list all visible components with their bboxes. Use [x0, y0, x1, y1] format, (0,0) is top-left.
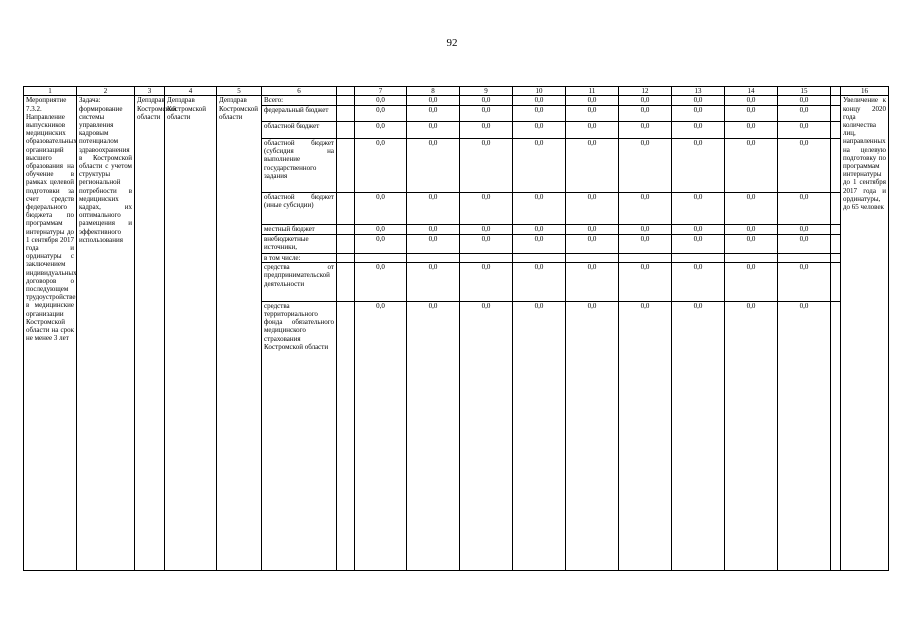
table-row — [24, 96, 889, 106]
column-header: 8 — [407, 87, 460, 96]
amount-cell — [407, 253, 460, 262]
amount-cell — [725, 253, 778, 262]
column-header: 12 — [619, 87, 672, 96]
amount-cell: 0,0 — [407, 225, 460, 234]
amount-cell: 0,0 — [619, 225, 672, 234]
blank-cell — [831, 121, 841, 138]
blank-cell — [831, 234, 841, 253]
activity-cell: Мероприятие 7.3.2. Направление выпускников медицинских образовательных организаций высшего образования на обучение в рамках целевой подготовки за счет средств федерального бюджета по программам интернатуры до 1 сентября 2017 года и ординатуры с заключением индивидуальных договоров о последующем трудоустройстве в медицинские организации Костромской области на срок не менее 3 лет — [24, 96, 77, 571]
amount-cell: 0,0 — [355, 106, 407, 121]
column-header: 14 — [725, 87, 778, 96]
amount-cell: 0,0 — [566, 96, 619, 106]
amount-cell: 0,0 — [513, 263, 566, 302]
amount-cell: 0,0 — [566, 138, 619, 192]
amount-cell — [460, 253, 513, 262]
blank-cell — [831, 253, 841, 262]
amount-cell: 0,0 — [619, 121, 672, 138]
amount-cell: 0,0 — [460, 192, 513, 224]
coexecutor-cell: Депздрав Костромской области — [165, 96, 217, 571]
blank-cell — [831, 96, 841, 106]
column-header: 13 — [672, 87, 725, 96]
amount-cell: 0,0 — [513, 225, 566, 234]
amount-cell: 0,0 — [355, 192, 407, 224]
amount-cell: 0,0 — [460, 225, 513, 234]
amount-cell: 0,0 — [619, 263, 672, 302]
amount-cell: 0,0 — [407, 121, 460, 138]
amount-cell: 0,0 — [460, 106, 513, 121]
amount-cell: 0,0 — [619, 301, 672, 570]
amount-cell — [355, 253, 407, 262]
blank-cell — [831, 192, 841, 224]
amount-cell: 0,0 — [460, 234, 513, 253]
amount-cell: 0,0 — [513, 138, 566, 192]
amount-cell: 0,0 — [725, 192, 778, 224]
amount-cell: 0,0 — [355, 121, 407, 138]
amount-cell: 0,0 — [566, 106, 619, 121]
amount-cell: 0,0 — [672, 234, 725, 253]
amount-cell: 0,0 — [513, 192, 566, 224]
amount-cell: 0,0 — [672, 96, 725, 106]
page-number: 92 — [446, 37, 458, 49]
column-header: 4 — [165, 87, 217, 96]
funding-source-label: областной бюджет — [262, 121, 337, 138]
funding-source-label: в том числе: — [262, 253, 337, 262]
amount-cell — [619, 253, 672, 262]
amount-cell — [513, 253, 566, 262]
amount-cell — [778, 253, 831, 262]
amount-cell: 0,0 — [619, 192, 672, 224]
amount-cell: 0,0 — [460, 96, 513, 106]
amount-cell: 0,0 — [778, 121, 831, 138]
blank-cell — [337, 192, 355, 224]
funding-source-label: средства территориального фонда обязательного медицинского страхования Костромской области — [262, 301, 337, 570]
funding-source-label: федеральный бюджет — [262, 106, 337, 121]
amount-cell: 0,0 — [355, 301, 407, 570]
amount-cell: 0,0 — [355, 96, 407, 106]
amount-cell: 0,0 — [407, 234, 460, 253]
amount-cell: 0,0 — [778, 192, 831, 224]
amount-cell: 0,0 — [778, 106, 831, 121]
expected-result-cell: Увеличение к концу 2020 года количества лиц, направленных на целевую подготовку по программам интернатуры до 1 сентября 2017 года и ординатуры, до 65 человек — [841, 96, 889, 571]
amount-cell: 0,0 — [778, 225, 831, 234]
column-header: 9 — [460, 87, 513, 96]
column-header: 2 — [77, 87, 135, 96]
blank-cell — [337, 138, 355, 192]
amount-cell: 0,0 — [725, 96, 778, 106]
amount-cell: 0,0 — [355, 138, 407, 192]
amount-cell: 0,0 — [778, 234, 831, 253]
column-header: 5 — [217, 87, 262, 96]
amount-cell: 0,0 — [725, 263, 778, 302]
amount-cell: 0,0 — [460, 263, 513, 302]
blank-cell — [337, 253, 355, 262]
blank-cell — [831, 301, 841, 570]
amount-cell: 0,0 — [513, 96, 566, 106]
column-header: 16 — [841, 87, 889, 96]
amount-cell: 0,0 — [725, 225, 778, 234]
funding-source-label: местный бюджет — [262, 225, 337, 234]
funding-source-label: областной бюджет (иные субсидии) — [262, 192, 337, 224]
blank-cell — [337, 234, 355, 253]
amount-cell: 0,0 — [672, 121, 725, 138]
amount-cell: 0,0 — [513, 234, 566, 253]
blank-cell — [831, 106, 841, 121]
budget-table — [23, 86, 889, 571]
amount-cell — [672, 253, 725, 262]
amount-cell: 0,0 — [513, 121, 566, 138]
amount-cell: 0,0 — [672, 106, 725, 121]
blank-cell — [337, 225, 355, 234]
amount-cell: 0,0 — [355, 225, 407, 234]
amount-cell: 0,0 — [566, 263, 619, 302]
amount-cell: 0,0 — [460, 138, 513, 192]
amount-cell — [566, 253, 619, 262]
amount-cell: 0,0 — [672, 225, 725, 234]
amount-cell: 0,0 — [778, 138, 831, 192]
amount-cell: 0,0 — [619, 106, 672, 121]
header-row — [24, 87, 889, 96]
funding-source-label: областной бюджет (субсидия на выполнение государственного задания — [262, 138, 337, 192]
column-header: 7 — [355, 87, 407, 96]
column-header: 10 — [513, 87, 566, 96]
amount-cell: 0,0 — [619, 138, 672, 192]
blank-cell — [337, 263, 355, 302]
amount-cell: 0,0 — [407, 96, 460, 106]
blank-cell — [337, 96, 355, 106]
amount-cell: 0,0 — [460, 301, 513, 570]
blank-cell — [337, 301, 355, 570]
amount-cell: 0,0 — [355, 263, 407, 302]
amount-cell: 0,0 — [566, 192, 619, 224]
amount-cell: 0,0 — [355, 234, 407, 253]
amount-cell: 0,0 — [566, 234, 619, 253]
amount-cell: 0,0 — [407, 301, 460, 570]
customer-cell: Депздрав Костромской области — [217, 96, 262, 571]
column-header — [337, 87, 355, 96]
funding-source-label: внебюджетные источники, — [262, 234, 337, 253]
column-header: 6 — [262, 87, 337, 96]
amount-cell: 0,0 — [407, 138, 460, 192]
amount-cell: 0,0 — [725, 121, 778, 138]
amount-cell: 0,0 — [672, 301, 725, 570]
amount-cell: 0,0 — [725, 301, 778, 570]
amount-cell: 0,0 — [778, 301, 831, 570]
amount-cell: 0,0 — [407, 106, 460, 121]
amount-cell: 0,0 — [566, 301, 619, 570]
funding-source-label: Всего: — [262, 96, 337, 106]
amount-cell: 0,0 — [460, 121, 513, 138]
blank-cell — [337, 106, 355, 121]
amount-cell: 0,0 — [672, 192, 725, 224]
amount-cell: 0,0 — [513, 301, 566, 570]
funding-source-label: средства от предпринимательской деятельности — [262, 263, 337, 302]
amount-cell: 0,0 — [725, 106, 778, 121]
amount-cell: 0,0 — [725, 138, 778, 192]
blank-cell — [831, 138, 841, 192]
amount-cell: 0,0 — [407, 263, 460, 302]
amount-cell: 0,0 — [619, 96, 672, 106]
amount-cell: 0,0 — [566, 121, 619, 138]
column-header: 15 — [778, 87, 831, 96]
amount-cell: 0,0 — [619, 234, 672, 253]
amount-cell: 0,0 — [566, 225, 619, 234]
executor-cell: Депздрав Костромской области — [135, 96, 165, 571]
column-header: 1 — [24, 87, 77, 96]
amount-cell: 0,0 — [672, 138, 725, 192]
column-header: 3 — [135, 87, 165, 96]
amount-cell: 0,0 — [513, 106, 566, 121]
blank-cell — [831, 263, 841, 302]
amount-cell: 0,0 — [672, 263, 725, 302]
amount-cell: 0,0 — [725, 234, 778, 253]
column-header — [831, 87, 841, 96]
blank-cell — [831, 225, 841, 234]
task-cell: Задача: формирование системы управления кадровым потенциалом здравоохранения в Костромской области с учетом структуры региональной потребности в медицинских кадрах, их оптимального размещения и эффективного использования — [77, 96, 135, 571]
amount-cell: 0,0 — [778, 96, 831, 106]
amount-cell: 0,0 — [407, 192, 460, 224]
column-header: 11 — [566, 87, 619, 96]
amount-cell: 0,0 — [778, 263, 831, 302]
blank-cell — [337, 121, 355, 138]
